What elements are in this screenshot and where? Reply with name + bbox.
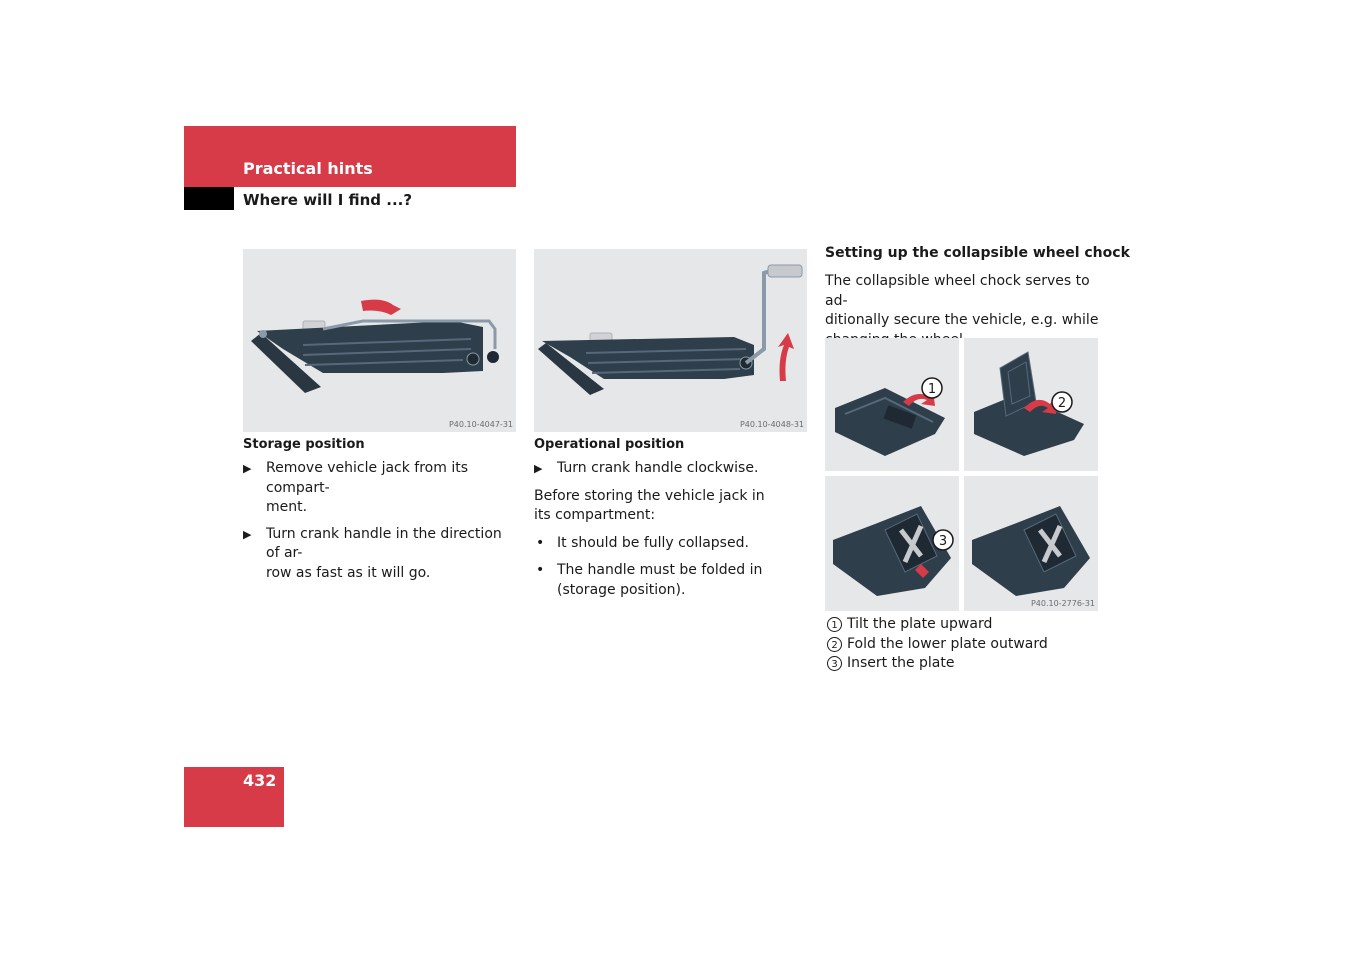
storage-intro: Before storing the vehicle jack in its compartment: bbox=[534, 487, 765, 523]
triangle-right-icon: ▶ bbox=[243, 527, 252, 541]
subsection-title: Where will I find ...? bbox=[243, 191, 413, 209]
svg-text:3: 3 bbox=[938, 534, 948, 549]
triangle-right-icon: ▶ bbox=[243, 462, 252, 475]
wheel-chock-figure bbox=[825, 338, 1098, 611]
list-item: • It should be fully collapsed. bbox=[534, 534, 809, 554]
jack-operational-figure bbox=[534, 249, 807, 432]
circled-number-icon: 2 bbox=[827, 637, 842, 652]
chock-legend bbox=[825, 615, 1048, 674]
operational-instructions bbox=[534, 459, 809, 600]
list-item: ▶ Turn crank handle in the direction of ar- row as fast as it will go. bbox=[243, 525, 518, 584]
legend-item-2: 2 Fold the lower plate outward bbox=[825, 635, 1048, 655]
page-number: 432 bbox=[243, 771, 277, 790]
list-item: • The handle must be folded in (storage position). bbox=[534, 561, 809, 600]
legend-item-1: 1 Tilt the plate upward bbox=[825, 615, 1048, 635]
wheel-chock-heading: Setting up the collapsible wheel chock bbox=[825, 245, 1130, 261]
storage-instructions bbox=[243, 459, 518, 583]
chock-step-2 bbox=[964, 338, 1098, 471]
svg-text:2: 2 bbox=[1057, 396, 1067, 411]
list-item: ▶ Remove vehicle jack from its compart- ment. bbox=[243, 459, 518, 518]
legend-item-3: 3 Insert the plate bbox=[825, 654, 1048, 674]
list-item: ▶ Turn crank handle clockwise. bbox=[534, 459, 809, 479]
header-black-tab bbox=[184, 187, 234, 210]
chock-step-1 bbox=[825, 338, 959, 471]
operational-position-caption: Operational position bbox=[534, 437, 685, 452]
wheel-chock-paragraph: The collapsible wheel chock serves to ad- ditionally secure the vehicle, e.g. while bbox=[825, 273, 1099, 328]
chock-step-4 bbox=[964, 476, 1098, 611]
triangle-right-icon: ▶ bbox=[534, 462, 543, 475]
svg-text:1: 1 bbox=[927, 382, 937, 397]
jack-storage-illustration bbox=[243, 249, 516, 432]
circled-number-icon: 3 bbox=[827, 656, 842, 671]
section-title: Practical hints bbox=[243, 159, 373, 178]
figure-code: P40.10-4048-31 bbox=[739, 420, 804, 429]
jack-operational-illustration bbox=[534, 249, 807, 432]
chock-step-3 bbox=[825, 476, 959, 611]
bullet-dot-icon: • bbox=[536, 534, 545, 551]
jack-storage-figure bbox=[243, 249, 516, 432]
figure-code: P40.10-4047-31 bbox=[448, 420, 513, 429]
figure-code: P40.10-2776-31 bbox=[1030, 599, 1095, 608]
circled-number-icon: 1 bbox=[827, 617, 842, 632]
storage-position-caption: Storage position bbox=[243, 437, 365, 452]
bullet-dot-icon: • bbox=[536, 562, 545, 578]
